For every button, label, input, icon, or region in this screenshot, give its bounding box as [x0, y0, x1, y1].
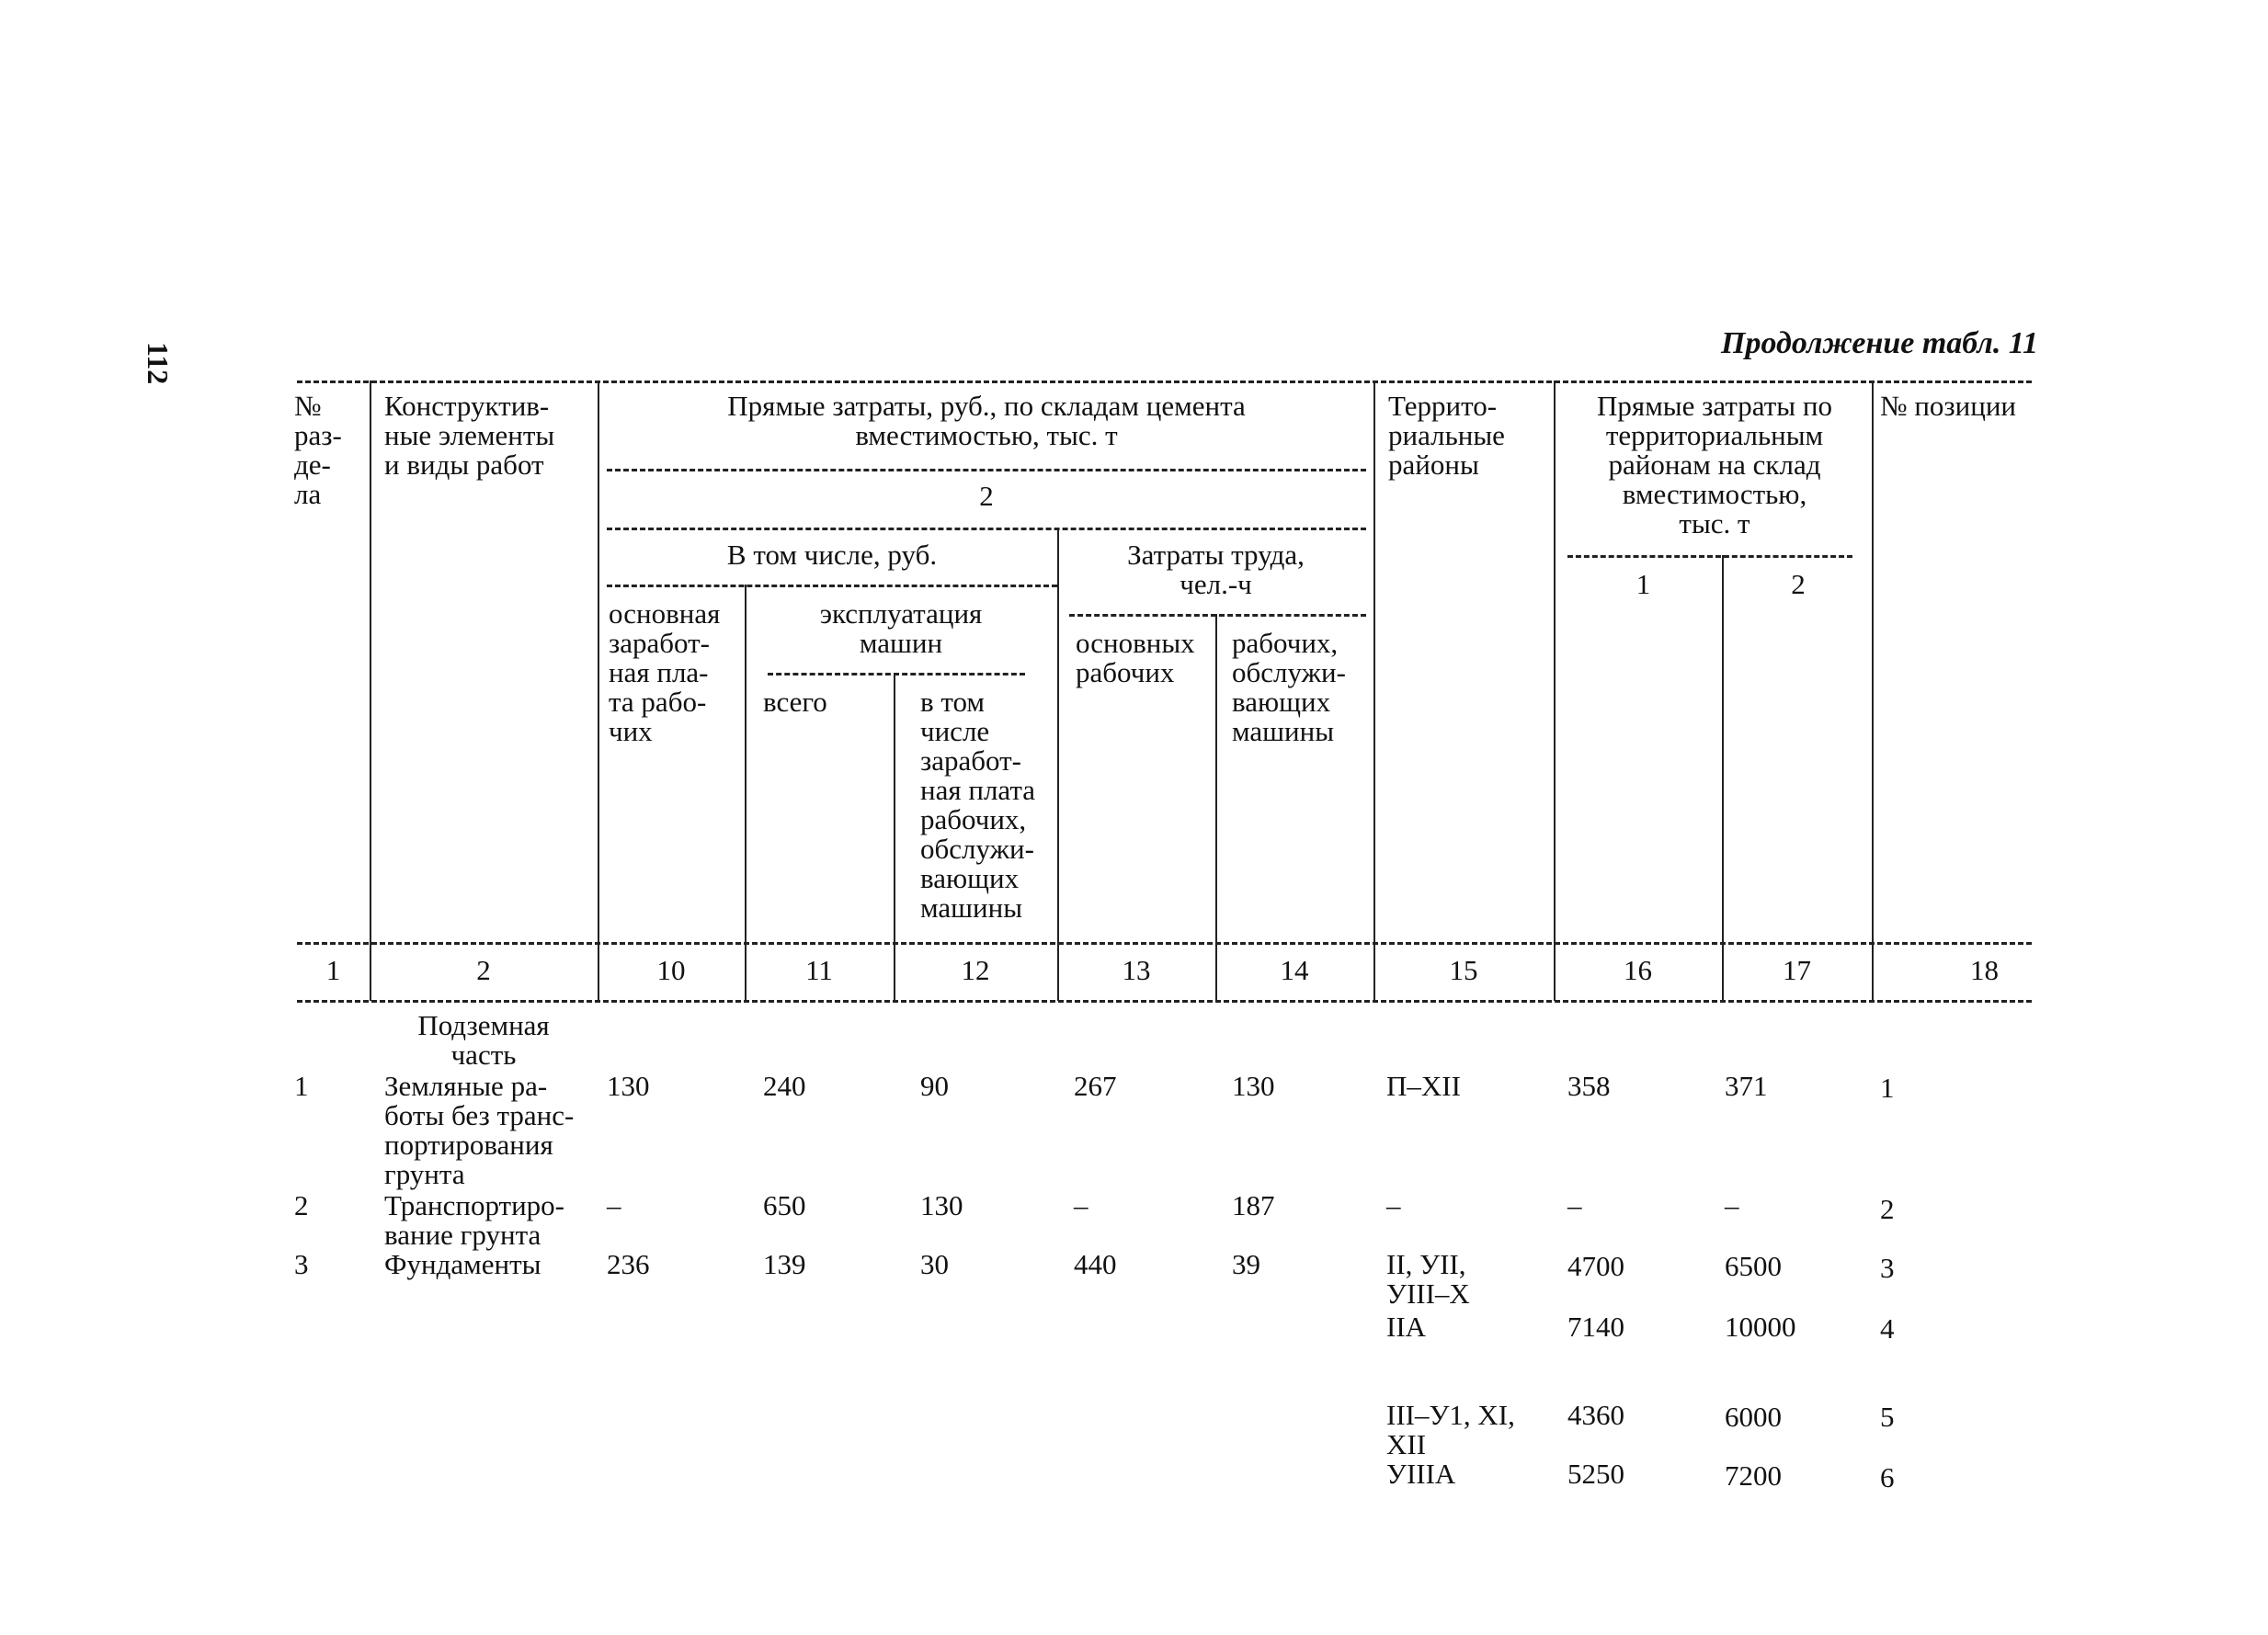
row-element: Фундаменты: [384, 1248, 541, 1280]
header-capacity-2: 2: [979, 480, 994, 512]
row-main-workers-labor: –: [1074, 1189, 1088, 1221]
header-section-number: № раз- де- ла: [294, 390, 342, 510]
row-cost-capacity-1: 4360: [1567, 1399, 1624, 1431]
column-number: 18: [1970, 954, 1999, 986]
row-position-number: 3: [1880, 1252, 1895, 1284]
vrule-after-col16: [1722, 555, 1724, 1001]
header-capacity-1: 1: [1635, 568, 1651, 600]
table-top-rule: [297, 380, 2032, 383]
row-main-workers-labor: 267: [1074, 1070, 1117, 1102]
header-main-workers: основных рабочих: [1076, 627, 1195, 688]
vrule-after-col15: [1554, 380, 1556, 1001]
column-number: 10: [656, 954, 686, 986]
row-position-number: 4: [1880, 1312, 1895, 1345]
row-cost-capacity-1: 4700: [1567, 1250, 1624, 1282]
row-element: Транспортиро- вание грунта: [384, 1189, 565, 1251]
vrule-after-col13: [1215, 614, 1217, 1001]
header-structural-elements: Конструктив- ные элементы и виды работ: [384, 390, 555, 481]
row-cost-capacity-1: 5250: [1567, 1458, 1624, 1490]
header-including-rub: В том числе, руб.: [726, 539, 938, 571]
row-section-number: 1: [294, 1070, 309, 1102]
row-cost-capacity-1: 358: [1567, 1070, 1611, 1102]
row-base-wage: 236: [607, 1248, 650, 1280]
row-cost-capacity-2: 10000: [1725, 1311, 1796, 1343]
rule-below-column-numbers: [297, 1000, 2032, 1003]
row-position-number: 2: [1880, 1193, 1895, 1225]
vrule-after-col17: [1872, 380, 1874, 1001]
row-territorial-region: –: [1386, 1189, 1401, 1221]
row-base-wage: –: [607, 1189, 621, 1221]
row-cost-capacity-2: 6500: [1725, 1250, 1782, 1282]
header-labor-costs: Затраты труда, чел.-ч: [1127, 539, 1305, 600]
row-main-workers-labor: 440: [1074, 1248, 1117, 1280]
column-number: 2: [476, 954, 491, 986]
vrule-after-col14: [1373, 380, 1375, 1001]
rule-under-machine-operation: [768, 673, 1025, 676]
row-element: Земляные ра- боты без транс- портирования грунта: [384, 1070, 575, 1190]
header-direct-costs: Прямые затраты, руб., по складам цемента вместимостью, тыс. т: [727, 390, 1246, 451]
table-continuation-label: Продолжение табл. 11: [1721, 326, 2038, 360]
row-position-number: 6: [1880, 1461, 1895, 1493]
row-machine-workers-labor: 130: [1232, 1070, 1275, 1102]
column-number: 14: [1280, 954, 1309, 986]
row-machine-wage: 90: [920, 1070, 949, 1102]
row-territorial-region: П–XII: [1386, 1070, 1461, 1102]
row-section-number: 3: [294, 1248, 309, 1280]
column-number: 12: [961, 954, 990, 986]
row-territorial-region: IIA: [1386, 1311, 1427, 1343]
row-position-number: 5: [1880, 1401, 1895, 1433]
row-territorial-region: III–У1, XI, XII: [1386, 1399, 1515, 1460]
header-direct-costs-by-region: Прямые затраты по территориальным районам на склад вместимостью, тыс. т: [1597, 390, 1832, 539]
column-number: 16: [1624, 954, 1652, 986]
column-number: 15: [1449, 954, 1478, 986]
column-number: 1: [325, 954, 341, 986]
header-base-wage: основная заработ- ная пла- та рабо- чих: [609, 597, 721, 747]
header-including-wage: в том числе заработ- ная плата рабочих, обслужи- вающих машины: [920, 686, 1036, 924]
column-number: 13: [1122, 954, 1151, 986]
row-machine-total: 240: [763, 1070, 806, 1102]
vrule-after-col2: [598, 380, 599, 1001]
rule-under-labor-costs: [1069, 614, 1366, 617]
rule-under-capacity-2: [607, 528, 1366, 530]
row-machine-workers-labor: 187: [1232, 1189, 1275, 1221]
header-territorial-regions: Террито- риальные районы: [1388, 390, 1505, 481]
page-number: 112: [142, 342, 175, 385]
rule-under-direct-costs: [607, 469, 1366, 471]
row-cost-capacity-2: 7200: [1725, 1459, 1782, 1492]
row-machine-workers-labor: 39: [1232, 1248, 1260, 1280]
row-machine-wage: 130: [920, 1189, 963, 1221]
row-cost-capacity-2: 371: [1725, 1070, 1768, 1102]
column-number: 17: [1783, 954, 1811, 986]
vrule-after-col1: [370, 380, 371, 1001]
column-number: 11: [805, 954, 833, 986]
row-position-number: 1: [1880, 1072, 1895, 1104]
header-machine-operation: эксплуатация машин: [819, 597, 983, 659]
row-cost-capacity-1: 7140: [1567, 1311, 1624, 1343]
row-territorial-region: УIIIА: [1386, 1458, 1456, 1490]
header-position-number: № позиции: [1880, 390, 2017, 422]
row-machine-total: 139: [763, 1248, 806, 1280]
header-capacity-2-region: 2: [1791, 568, 1806, 600]
row-territorial-region: II, УII, УIII–X: [1386, 1248, 1470, 1310]
section-heading: Подземная часть: [417, 1009, 550, 1071]
row-section-number: 2: [294, 1189, 309, 1221]
row-cost-capacity-2: –: [1725, 1189, 1739, 1221]
header-machine-workers: рабочих, обслужи- вающих машины: [1232, 627, 1346, 747]
vrule-after-col11: [894, 673, 895, 1001]
rule-under-incl-rub: [607, 585, 1057, 587]
header-total: всего: [763, 686, 827, 718]
row-base-wage: 130: [607, 1070, 650, 1102]
row-machine-wage: 30: [920, 1248, 949, 1280]
row-cost-capacity-1: –: [1567, 1189, 1582, 1221]
row-cost-capacity-2: 6000: [1725, 1401, 1782, 1433]
row-machine-total: 650: [763, 1189, 806, 1221]
rule-above-column-numbers: [297, 942, 2032, 945]
rule-under-region-costs: [1567, 555, 1852, 558]
